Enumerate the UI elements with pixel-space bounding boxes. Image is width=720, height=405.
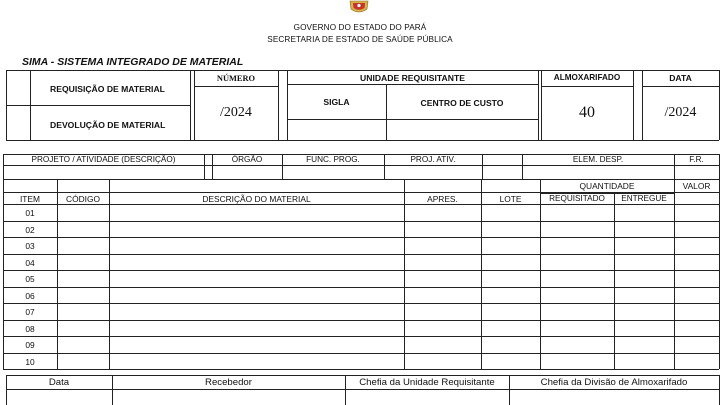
recebedor-label: Recebedor bbox=[205, 377, 252, 388]
requisicao-label: REQUISIÇÃO DE MATERIAL bbox=[50, 84, 165, 94]
table-row-divider bbox=[3, 336, 719, 337]
table-row-divider bbox=[3, 353, 719, 354]
centro-custo-label: CENTRO DE CUSTO bbox=[420, 98, 504, 108]
projeto-label: PROJETO / ATIVIDADE (DESCRIÇÃO) bbox=[31, 155, 176, 164]
codigo-header: CÓDIGO bbox=[66, 194, 100, 204]
numero-label: NÚMERO bbox=[216, 74, 256, 83]
table-row-divider bbox=[3, 303, 719, 304]
table-row-divider bbox=[3, 254, 719, 255]
sigla-label: SIGLA bbox=[323, 97, 350, 107]
elem-desp-label: ELEM. DESP. bbox=[572, 155, 624, 164]
form-title: SIMA - SISTEMA INTEGRADO DE MATERIAL bbox=[22, 56, 244, 68]
item-number: 06 bbox=[25, 291, 35, 301]
devolucao-label: DEVOLUÇÃO DE MATERIAL bbox=[50, 120, 166, 130]
state-seal-icon bbox=[346, 0, 372, 14]
data-value: /2024 bbox=[664, 105, 697, 120]
table-row-divider bbox=[3, 369, 719, 370]
item-number: 07 bbox=[25, 307, 35, 317]
requisitado-header: REQUISITADO bbox=[549, 194, 605, 203]
item-number: 01 bbox=[25, 208, 35, 218]
entregue-header: ENTREGUE bbox=[621, 194, 667, 203]
table-row-divider bbox=[3, 320, 719, 321]
item-number: 05 bbox=[25, 274, 35, 284]
table-row-divider bbox=[3, 221, 719, 222]
fr-label: F.R. bbox=[689, 155, 704, 164]
item-number: 09 bbox=[25, 340, 35, 350]
apres-header: APRES. bbox=[427, 194, 458, 204]
signature-data-label: Data bbox=[48, 377, 70, 388]
descricao-header: DESCRIÇÃO DO MATERIAL bbox=[202, 194, 311, 204]
item-number: 08 bbox=[25, 324, 35, 334]
orgao-label: ÓRGÃO bbox=[231, 155, 263, 164]
proj-ativ-label: PROJ. ATIV. bbox=[410, 155, 456, 164]
chefia-almox-label: Chefia da Divisão de Almoxarifado bbox=[540, 377, 688, 388]
numero-value: /2024 bbox=[220, 105, 252, 120]
unidade-label: UNIDADE REQUISITANTE bbox=[360, 73, 465, 83]
item-header: ITEM bbox=[19, 194, 40, 204]
table-row-divider bbox=[3, 270, 719, 271]
table-row-divider bbox=[3, 237, 719, 238]
quantidade-label: QUANTIDADE bbox=[579, 181, 635, 191]
table-row-divider bbox=[3, 287, 719, 288]
government-line: GOVERNO DO ESTADO DO PARÁ bbox=[293, 23, 427, 32]
func-prog-label: FUNC. PROG. bbox=[306, 155, 360, 164]
data-label: DATA bbox=[669, 73, 692, 83]
almoxarifado-value: 40 bbox=[579, 104, 595, 121]
valor-label: VALOR bbox=[682, 181, 711, 191]
chefia-unidade-label: Chefia da Unidade Requisitante bbox=[359, 377, 495, 388]
item-number: 04 bbox=[25, 258, 35, 268]
item-number: 10 bbox=[25, 357, 35, 367]
almoxarifado-label: ALMOXARIFADO bbox=[553, 73, 621, 82]
secretariat-line: SECRETARIA DE ESTADO DE SAÚDE PÚBLICA bbox=[267, 35, 453, 44]
item-number: 03 bbox=[25, 241, 35, 251]
lote-header: LOTE bbox=[499, 194, 522, 204]
item-number: 02 bbox=[25, 225, 35, 235]
